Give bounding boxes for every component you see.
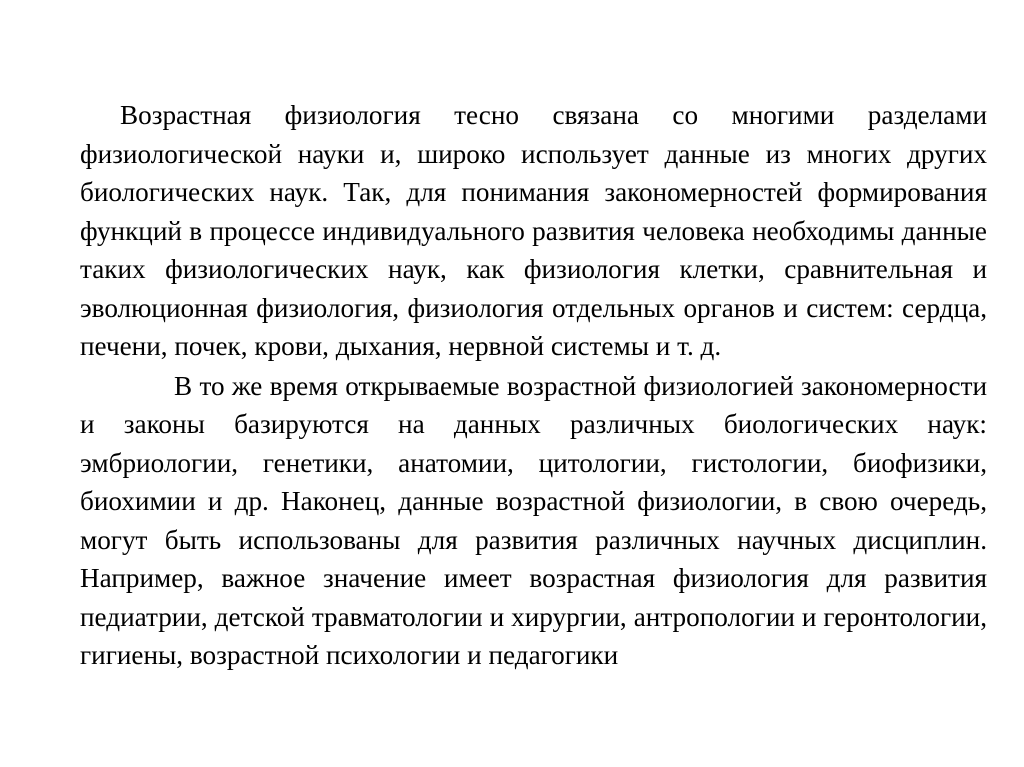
paragraph-1: Возрастная физиология тесно связана со многими разделами физиологической науки и, широко использует данные из многих других биологических наук. Так, для понимания закономерностей формирования функций в процессе индивидуального развития человека необходимы данные таких физиологических наук, как физиология клетки, сравнительная и эволюционная физиология, физиология отдельных органов и систем: сердца, печени, почек, крови, дыхания, нервной системы и т. д. [80, 100, 987, 361]
paragraph-2: В то же время открываемые возрастной физиологией закономерности и законы базируются на данных различных биологических наук: эмбриологии, генетики, анатомии, цитологии, гистологии, биофизики, биохимии и др. Наконец, данные возрастной физиологии, в свою очередь, могут быть использованы для развития различных научных дисциплин. Например, важное значение имеет возрастная физиология для развития педиатрии, детской травматологии и хирургии, антропологии и геронтологии, гигиены, возрастной психологии и педагогики [80, 370, 987, 670]
document-text [80, 96, 987, 675]
